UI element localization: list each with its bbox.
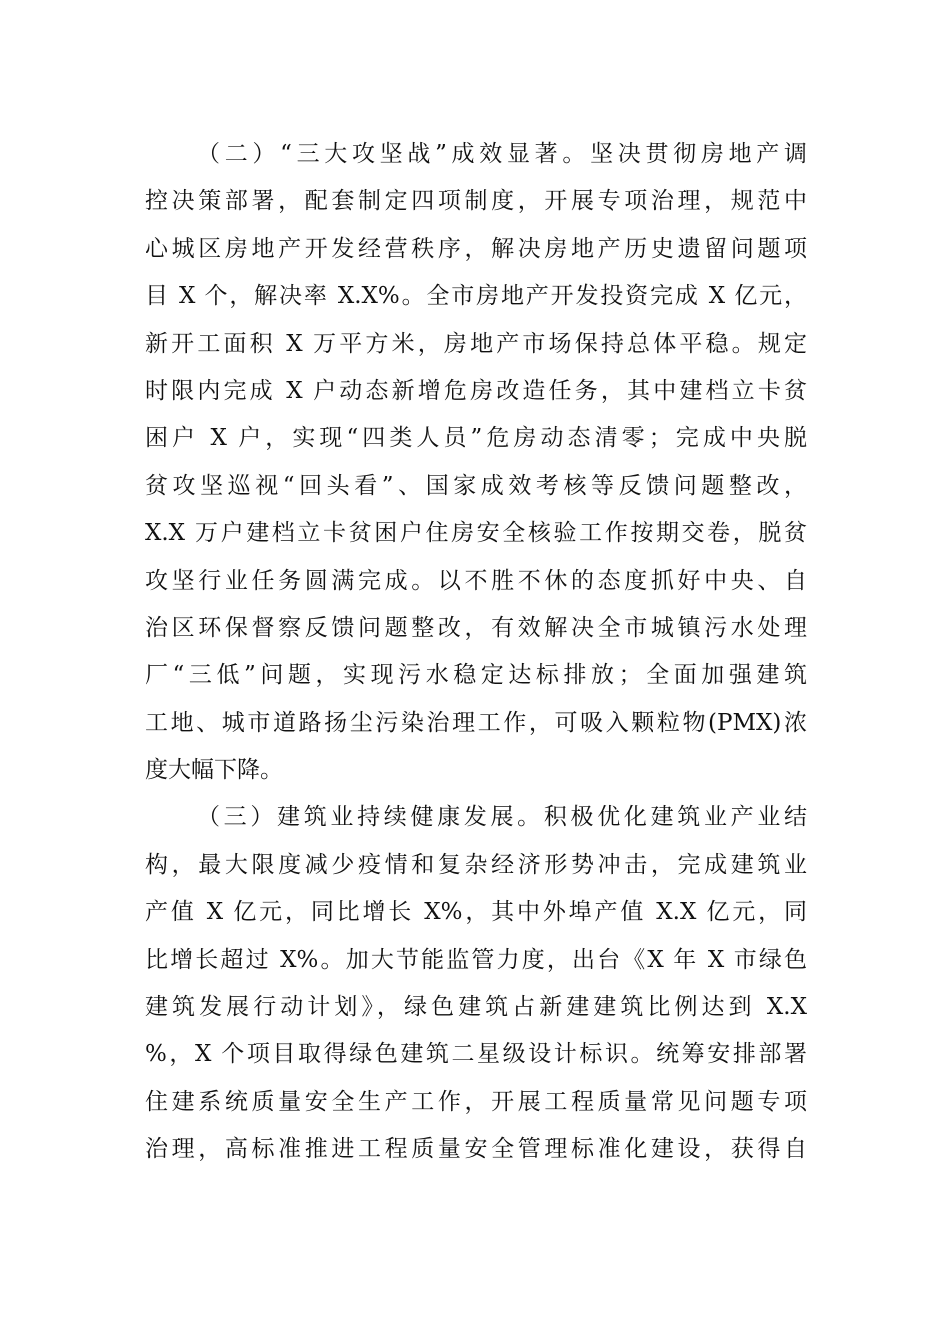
text-line: （三）建筑业持续健康发展。积极优化建筑业产业结: [197, 804, 807, 831]
text-line: 住建系统质量安全生产工作，开展工程质量常见问题专项: [145, 1088, 807, 1115]
text-line: 比增长超过 X%。加大节能监管力度，出台《X 年 X 市绿色: [145, 946, 807, 973]
text-line: 构，最大限度减少疫情和复杂经济形势冲击，完成建筑业: [145, 851, 807, 878]
text-line: 控决策部署，配套制定四项制度，开展专项治理，规范中: [145, 188, 807, 215]
text-line: 度大幅下降。: [145, 757, 283, 784]
paragraph-three-battles: [145, 131, 807, 794]
text-line: 工地、城市道路扬尘污染治理工作，可吸入颗粒物(PMX)浓: [145, 709, 807, 736]
document-body: [145, 131, 807, 1174]
text-line: 目 X 个，解决率 X.X%。全市房地产开发投资完成 X 亿元，: [145, 283, 807, 310]
text-line: X.X 万户建档立卡贫困户住房安全核验工作按期交卷，脱贫: [145, 520, 807, 547]
text-line: 攻坚行业任务圆满完成。以不胜不休的态度抓好中央、自: [145, 567, 807, 594]
text-line: 贫攻坚巡视“回头看”、国家成效考核等反馈问题整改，: [145, 472, 807, 499]
text-line: 建筑发展行动计划》，绿色建筑占新建建筑比例达到 X.X: [145, 994, 807, 1021]
text-line: 治区环保督察反馈问题整改，有效解决全市城镇污水处理: [145, 614, 807, 641]
text-line: 产值 X 亿元，同比增长 X%，其中外埠产值 X.X 亿元，同: [145, 899, 807, 926]
text-line: 新开工面积 X 万平方米，房地产市场保持总体平稳。规定: [145, 330, 807, 357]
text-line: 心城区房地产开发经营秩序，解决房地产历史遗留问题项: [145, 235, 807, 262]
text-line: 困户 X 户，实现“四类人员”危房动态清零；完成中央脱: [145, 425, 807, 452]
paragraph-construction-industry: [145, 794, 807, 1173]
text-line: 厂“三低”问题，实现污水稳定达标排放；全面加强建筑: [145, 662, 807, 689]
text-line: 治理，高标准推进工程质量安全管理标准化建设，获得自: [145, 1136, 807, 1163]
text-line: （二）“三大攻坚战”成效显著。坚决贯彻房地产调: [197, 141, 807, 167]
text-line: %，X 个项目取得绿色建筑二星级设计标识。统筹安排部署: [145, 1041, 807, 1068]
text-line: 时限内完成 X 户动态新增危房改造任务，其中建档立卡贫: [145, 377, 807, 404]
